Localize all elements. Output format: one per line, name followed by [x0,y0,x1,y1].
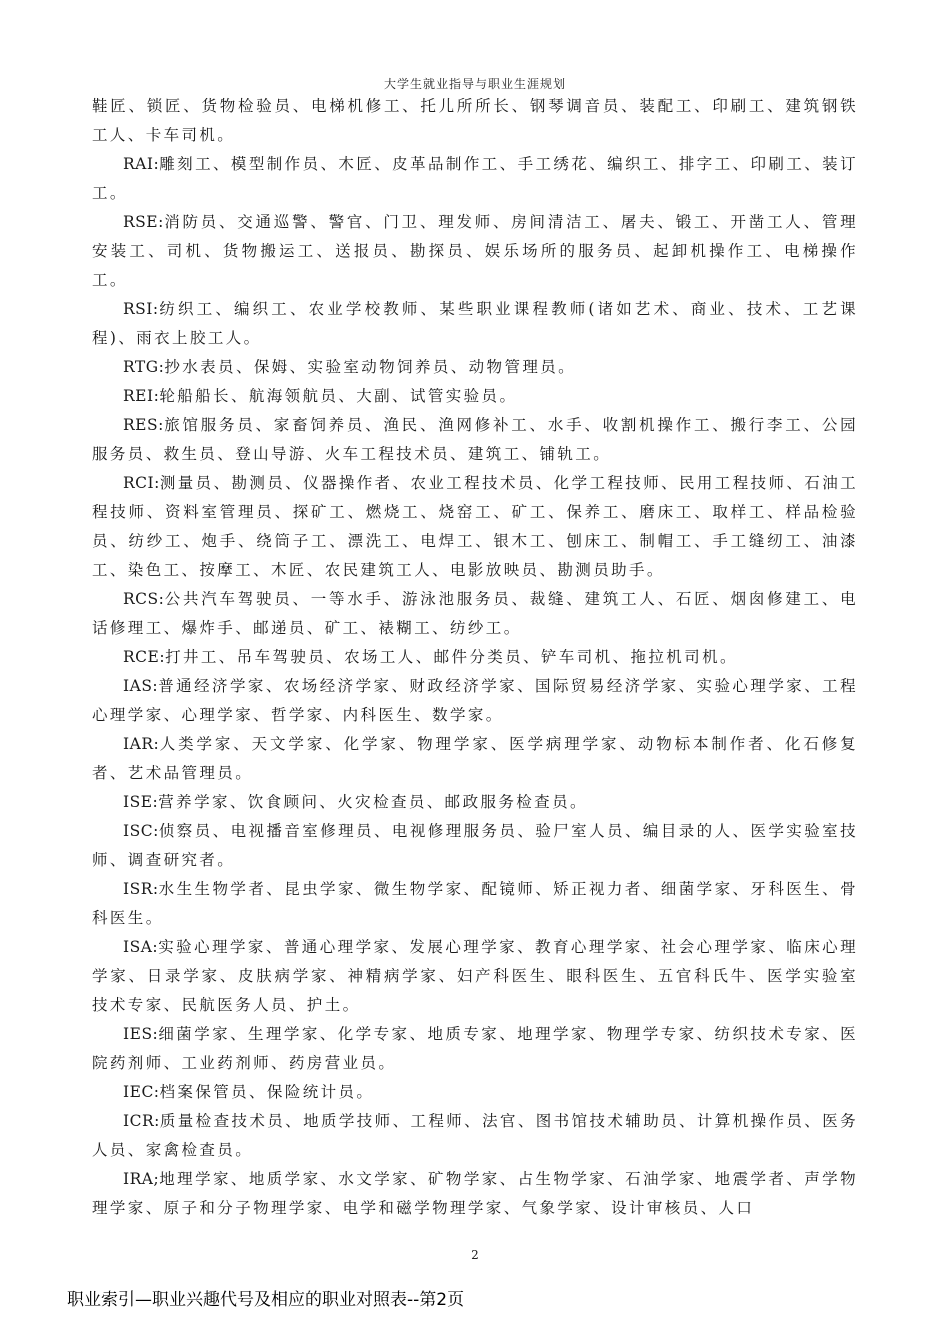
occupation-list-text: 公共汽车驾驶员、一等水手、游泳池服务员、裁缝、建筑工人、石匠、烟囱修建工、电话修理工、爆炸手、邮递员、矿工、裱糊工、纺纱工。 [92,590,858,637]
occupation-entry [92,817,858,875]
occupation-list-text: 地理学家、地质学家、水文学家、矿物学家、占生物学家、石油学家、地震学者、声学物理学家、原子和分子物理学家、电学和磁学物理学家、气象学家、设计审核员、人口 [92,1170,858,1217]
interest-code: RES: [123,416,164,434]
document-body [92,92,858,1223]
interest-code: ISC: [123,822,159,840]
occupation-entry [92,730,858,788]
interest-code: IRA; [123,1170,160,1188]
interest-code: RAI: [123,155,160,173]
page-number: 2 [471,1248,479,1262]
occupation-entry [92,875,858,933]
occupation-list-text: 水生生物学者、昆虫学家、微生物学家、配镜师、矫正视力者、细菌学家、牙科医生、骨科医生。 [92,880,858,927]
occupation-list-text: 质量检查技术员、地质学技师、工程师、法官、图书馆技术辅助员、计算机操作员、医务人员、家禽检查员。 [92,1112,858,1159]
occupation-entry [92,672,858,730]
occupation-list-text: 档案保管员、保险统计员。 [159,1083,375,1101]
occupation-entry [92,411,858,469]
interest-code: REI: [123,387,160,405]
occupation-entry [92,788,858,817]
interest-code: ISR: [123,880,159,898]
occupation-code-list [92,150,858,1223]
interest-code: RSE: [123,213,164,231]
occupation-entry [92,933,858,1020]
occupation-entry [92,585,858,643]
interest-code: IEC: [123,1083,160,1101]
occupation-list-text: 细菌学家、生理学家、化学专家、地质专家、地理学家、物理学专家、纺织技术专家、医院药剂师、工业药剂师、药房营业员。 [92,1025,858,1072]
occupation-list-text: 实验心理学家、普通心理学家、发展心理学家、教育心理学家、社会心理学家、临床心理学家、日录学家、皮肤病学家、神精病学家、妇产科医生、眼科医生、五官科氏牛、医学实验室技术专家、民航医务人员、护土。 [92,938,858,1014]
occupation-list-text: 旅馆服务员、家畜饲养员、渔民、渔网修补工、水手、收割机操作工、搬行李工、公园服务员、救生员、登山导游、火车工程技术员、建筑工、铺轨工。 [92,416,858,463]
interest-code: IES: [123,1025,159,1043]
occupation-entry [92,469,858,585]
interest-code: RCE: [123,648,166,666]
occupation-list-text: 侦察员、电视播音室修理员、电视修理服务员、验尸室人员、编目录的人、医学实验室技师、调查研究者。 [92,822,858,869]
occupation-list-text: 轮船船长、航海领航员、大副、试管实验员。 [159,387,518,405]
occupation-entry [92,1165,858,1223]
occupation-entry [92,643,858,672]
occupation-list-text: 抄水表员、保姆、实验室动物饲养员、动物管理员。 [164,358,577,376]
occupation-list-text: 消防员、交通巡警、警官、门卫、理发师、房间清洁工、屠夫、锻工、开凿工人、管理安装工、司机、货物搬运工、送报员、勘探员、娱乐场所的服务员、起卸机操作工、电梯操作工。 [92,213,858,289]
interest-code: ICR: [123,1112,160,1130]
interest-code: ISE: [123,793,159,811]
occupation-list-text: 纺织工、编织工、农业学校教师、某些职业课程教师(诸如艺术、商业、技术、工艺课程)、雨衣上胶工人。 [92,300,858,347]
occupation-list-text: 测量员、勘测员、仪器操作者、农业工程技术员、化学工程技师、民用工程技师、石油工程技师、资料室管理员、探矿工、燃烧工、烧窑工、矿工、保养工、磨床工、取样工、样品检验员、纺纱工、炮手、绕筒子工、漂洗工、电焊工、银木工、刨床工、制帽工、手工缝纫工、油漆工、染色工、按摩工、木匠、农民建筑工人、电影放映员、勘测员助手。 [92,474,858,579]
occupation-entry [92,1020,858,1078]
interest-code: RSI: [123,300,159,318]
intro-paragraph: 鞋匠、锁匠、货物检验员、电梯机修工、托儿所所长、钢琴调音员、装配工、印刷工、建筑钢铁工人、卡车司机。 [92,97,858,144]
occupation-entry [92,208,858,295]
document-footer-title: 职业索引—职业兴趣代号及相应的职业对照表--第2页 [67,1290,465,1310]
occupation-entry [92,353,858,382]
occupation-list-text: 人类学家、天文学家、化学家、物理学家、医学病理学家、动物标本制作者、化石修复者、艺术品管理员。 [92,735,858,782]
occupation-list-text: 营养学家、饮食顾问、火灾检查员、邮政服务检查员。 [158,793,588,811]
interest-code: IAS: [123,677,159,695]
occupation-list-text: 打井工、吊车驾驶员、农场工人、邮件分类员、铲车司机、拖拉机司机。 [165,648,738,666]
occupation-list-text: 雕刻工、模型制作员、木匠、皮革品制作工、手工绣花、编织工、排字工、印刷工、装订工。 [92,155,858,202]
occupation-list-text: 普通经济学家、农场经济学家、财政经济学家、国际贸易经济学家、实验心理学家、工程心理学家、心理学家、哲学家、内科医生、数学家。 [92,677,858,724]
interest-code: ISA: [123,938,159,956]
interest-code: RTG: [123,358,165,376]
interest-code: RCI: [123,474,160,492]
occupation-entry [92,382,858,411]
interest-code: IAR: [123,735,160,753]
occupation-entry [92,1078,858,1107]
running-header: 大学生就业指导与职业生涯规划 [383,77,566,91]
interest-code: RCS: [123,590,165,608]
occupation-entry [92,295,858,353]
occupation-entry [92,150,858,208]
occupation-entry [92,1107,858,1165]
